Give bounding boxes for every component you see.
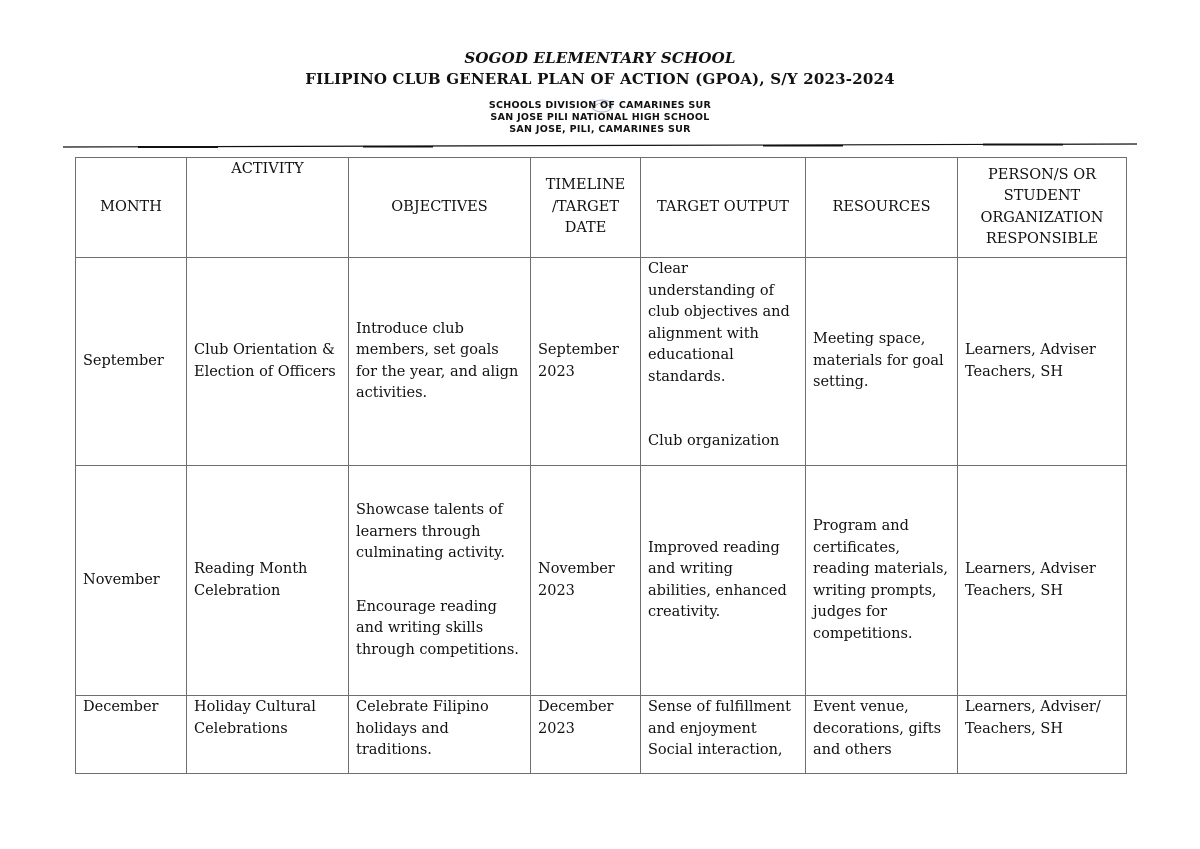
cell-responsible: Learners, Adviser Teachers, SH: [958, 466, 1127, 696]
table-row: [76, 258, 1127, 466]
table-header-row: [76, 158, 1127, 258]
target-output-text: Sense of fulfillment and enjoyment: [648, 699, 791, 737]
cell-timeline: December 2023: [531, 696, 641, 774]
objective-text: Introduce club members, set goals for the year, and align activities.: [356, 320, 519, 401]
cell-activity: Holiday Cultural Celebrations: [187, 696, 349, 774]
target-output-text: Clear understanding of club objectives and alignment with educational standards.: [648, 261, 790, 385]
table-row: [76, 466, 1127, 696]
column-header-objectives: OBJECTIVES: [349, 158, 531, 258]
column-header-activity: ACTIVITY: [187, 158, 349, 258]
target-output-text: Club organization: [648, 433, 780, 449]
objective-text: Encourage reading and writing skills through competitions.: [356, 598, 519, 658]
cell-target-output: [641, 466, 806, 696]
column-header-responsible: PERSON/S OR STUDENT ORGANIZATION RESPONSIBLE: [958, 158, 1127, 258]
school-name: SOGOD ELEMENTARY SCHOOL: [464, 49, 736, 67]
cell-objectives: [349, 466, 531, 696]
cell-month: November: [76, 466, 187, 696]
column-header-target-output: TARGET OUTPUT: [641, 158, 806, 258]
cell-resources: Program and certificates, reading materials, writing prompts, judges for competitions.: [806, 466, 958, 696]
column-header-timeline: TIMELINE /TARGET DATE: [531, 158, 641, 258]
column-header-month: MONTH: [76, 158, 187, 258]
cell-month: December: [76, 696, 187, 774]
letterhead-division: SCHOOLS DIVISION OF CAMARINES SUR: [488, 100, 712, 111]
letterhead-rule: [63, 142, 1137, 150]
target-output-text: Social interaction,: [648, 742, 783, 758]
cell-resources: Meeting space, materials for goal setting.: [806, 258, 958, 466]
letterhead-address: SAN JOSE, PILI, CAMARINES SUR: [509, 124, 691, 135]
cell-activity: Reading Month Celebration: [187, 466, 349, 696]
letterhead: [0, 100, 1200, 136]
cell-responsible: Learners, Adviser/ Teachers, SH: [958, 696, 1127, 774]
cell-objectives: [349, 258, 531, 466]
cell-objectives: [349, 696, 531, 774]
objective-text: Celebrate Filipino holidays and traditions.: [356, 699, 489, 758]
cell-activity: Club Orientation & Election of Officers: [187, 258, 349, 466]
letterhead-school: SAN JOSE PILI NATIONAL HIGH SCHOOL: [490, 112, 710, 123]
cell-timeline: November 2023: [531, 466, 641, 696]
gpoa-table: [75, 157, 1127, 774]
target-output-text: Improved reading and writing abilities, enhanced creativity.: [648, 539, 787, 620]
cell-target-output: [641, 258, 806, 466]
cell-resources: Event venue, decorations, gifts and others: [806, 696, 958, 774]
plan-title: FILIPINO CLUB GENERAL PLAN OF ACTION (GPOA), S/Y 2023-2024: [305, 70, 895, 88]
cell-month: September: [76, 258, 187, 466]
cell-responsible: Learners, Adviser Teachers, SH: [958, 258, 1127, 466]
objective-text: Showcase talents of learners through culminating activity.: [356, 502, 505, 561]
cell-target-output: [641, 696, 806, 774]
table-row: [76, 696, 1127, 774]
cell-timeline: September 2023: [531, 258, 641, 466]
column-header-resources: RESOURCES: [806, 158, 958, 258]
